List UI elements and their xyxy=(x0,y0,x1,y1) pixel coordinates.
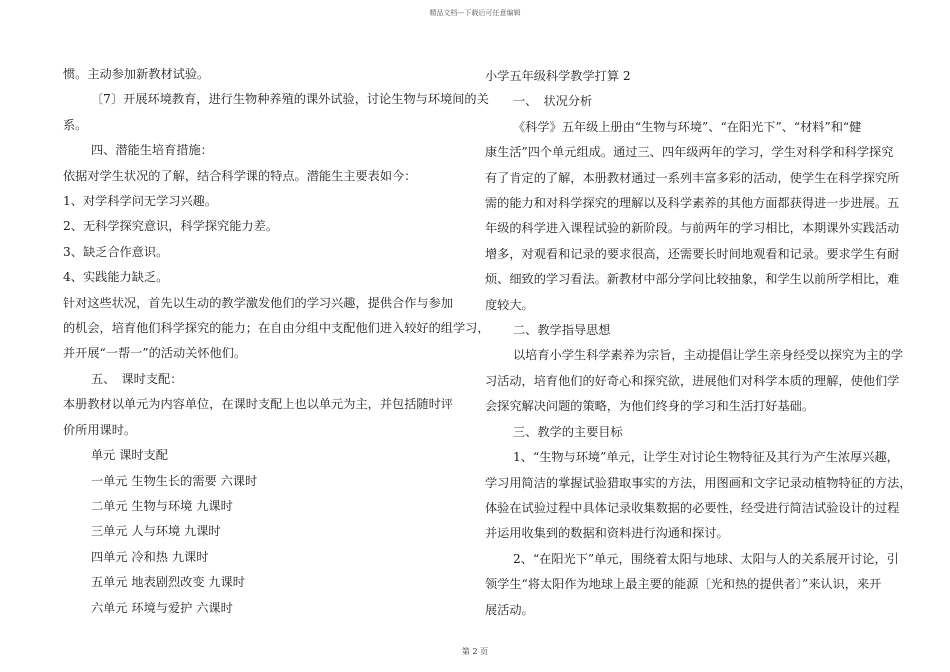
text-line: 2、“在阳光下”单元，围绕着太阳与地球、太阳与人的关系展开讨论，引 xyxy=(513,551,899,566)
text-line: 本册教材以单元为内容单位，在课时支配上也以单元为主，并包括随时评 xyxy=(63,397,453,412)
text-line: 的机会，培育他们科学探究的能力；在自由分组中支配他们进入较好的组学习， xyxy=(63,321,490,336)
text-line: 年级的科学进入课程试验的新阶段。与前两年的学习相比，本期课外实践活动 xyxy=(485,221,900,236)
list-item: 1、对学科学问无学习兴趣。 xyxy=(63,194,218,209)
section-heading: 五、 课时支配： xyxy=(91,371,183,386)
section-heading: 二、教学指导思想 xyxy=(513,323,611,338)
text-line: 需的能力和对科学探究的理解以及科学素养的其他方面都获得进一步进展。五 xyxy=(485,196,900,211)
text-line: 会探究解决问题的策略，为他们终身的学习和生活打好基础。 xyxy=(485,399,815,414)
schedule-header: 单元 课时支配 xyxy=(91,448,168,463)
text-line: 以培育小学生科学素养为宗旨，主动提倡让学生亲身经受以探究为主的学 xyxy=(513,348,903,363)
schedule-row: 一单元 生物生长的需要 六课时 xyxy=(91,473,258,488)
text-line: 增多，对观看和记录的要求很高，还需要长时间地观看和记录。要求学生有耐 xyxy=(485,246,900,261)
text-line: 习活动，培育他们的好奇心和探究欲，进展他们对科学本质的理解，使他们学 xyxy=(485,373,900,388)
text-line: 康生活”四个单元组成。通过三、四年级两年的学习，学生对科学和科学探究 xyxy=(485,145,894,160)
text-line: 1、“生物与环境”单元，让学生对讨论生物特征及其行为产生浓厚兴趣， xyxy=(513,450,899,465)
schedule-row: 五单元 地表剧烈改变 九课时 xyxy=(91,575,245,590)
schedule-row: 六单元 环境与爱护 六课时 xyxy=(91,600,233,615)
section-heading: 一、 状况分析 xyxy=(513,94,593,109)
text-line: 度较大。 xyxy=(485,297,534,312)
text-line: 〔7〕开展环境教育，进行生物种养殖的课外试验，讨论生物与环境间的关 xyxy=(91,92,489,107)
document-title: 小学五年级科学教学打算 2 xyxy=(485,69,631,83)
text-line: 展活动。 xyxy=(485,602,534,617)
text-line: 并开展“一帮一”的活动关怀他们。 xyxy=(63,346,247,361)
right-column xyxy=(485,64,912,623)
text-line: 有了肯定的了解，本册教材通过一系列丰富多彩的活动，使学生在科学探究所 xyxy=(485,170,900,185)
text-line: 针对这些状况，首先以生动的教学激发他们的学习兴趣，提供合作与参加 xyxy=(63,295,453,310)
text-line: 惯。主动参加新教材试验。 xyxy=(63,67,210,81)
text-line: 依据对学生状况的了解，结合科学课的特点。潜能生主要表如今： xyxy=(63,168,417,183)
left-column xyxy=(63,62,490,621)
section-heading: 三、教学的主要目标 xyxy=(513,424,623,439)
list-item: 4、实践能力缺乏。 xyxy=(63,270,169,285)
text-line: 《科学》五年级上册由“生物与环境”、“在阳光下”、“材料”和“健 xyxy=(513,119,862,134)
text-line: 领学生“将太阳作为地球上最主要的能源〔光和热的提供者〕”来认识，来开 xyxy=(485,577,882,592)
schedule-row: 三单元 人与环境 九课时 xyxy=(91,524,221,539)
text-line: 系。 xyxy=(63,117,88,132)
page-header: 精品文档---下载后可任意编辑 xyxy=(429,9,521,17)
text-line: 价所用课时。 xyxy=(63,422,137,437)
text-line: 并运用收集到的数据和资料进行沟通和探讨。 xyxy=(485,526,729,541)
text-line: 烦、细致的学习看法。新教材中部分学问比较抽象，和学生以前所学相比，难 xyxy=(485,272,900,287)
list-item: 2、无科学探究意识，科学探究能力差。 xyxy=(63,219,278,234)
schedule-row: 四单元 冷和热 九课时 xyxy=(91,549,209,564)
schedule-row: 二单元 生物与环境 九课时 xyxy=(91,498,233,513)
text-line: 体验在试验过程中具体记录收集数据的必要性，经受进行简洁试验设计的过程 xyxy=(485,500,900,515)
section-heading: 四、潜能生培育措施： xyxy=(91,143,213,158)
list-item: 3、缺乏合作意识。 xyxy=(63,244,169,259)
text-line: 学习用简洁的掌握试验猎取事实的方法，用图画和文字记录动植物特征的方法， xyxy=(485,475,912,490)
page-number: 第 2 页 xyxy=(461,647,489,656)
